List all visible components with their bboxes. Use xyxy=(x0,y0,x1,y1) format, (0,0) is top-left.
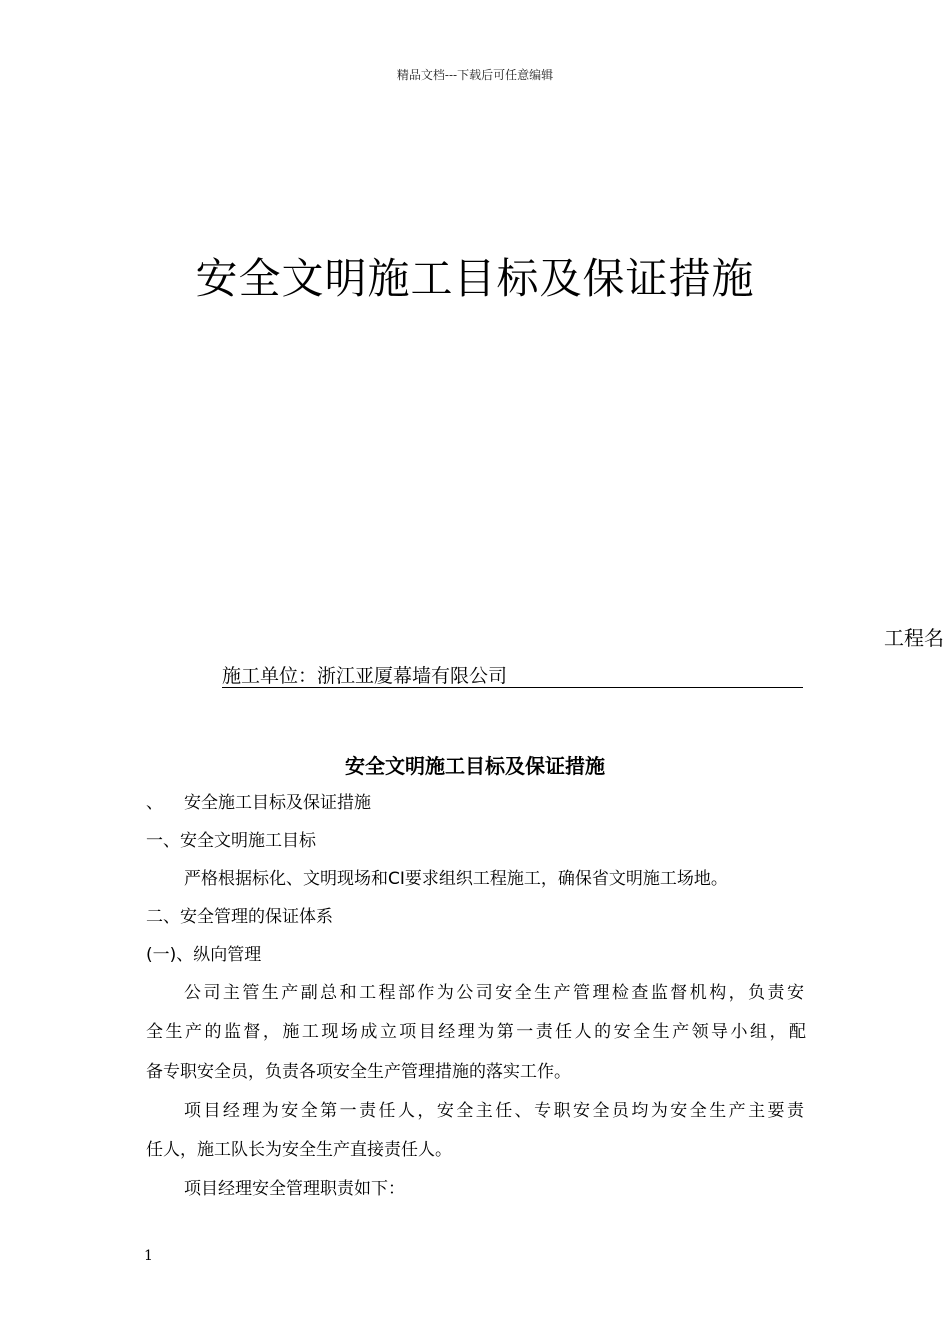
paragraph-line: 项目经理安全管理职责如下： xyxy=(184,1179,405,1199)
paragraph-line: 安全施工目标及保证措施 xyxy=(184,793,371,813)
paragraph-line: 项目经理为安全第一责任人，安全主任、专职安全员均为安全生产主要责 xyxy=(184,1101,804,1121)
construction-unit-field: 施工单位：浙江亚厦幕墙有限公司 xyxy=(222,661,803,688)
paragraph-line: 全生产的监督，施工现场成立项目经理为第一责任人的安全生产领导小组，配 xyxy=(146,1022,806,1042)
heading-vertical-management: (一)、纵向管理 xyxy=(146,945,262,965)
heading-safety-goal: 一、安全文明施工目标 xyxy=(146,831,316,851)
header-note: 精品文档---下载后可任意编辑 xyxy=(396,68,554,82)
heading-guarantee-system: 二、安全管理的保证体系 xyxy=(146,907,333,927)
page-number: 1 xyxy=(144,1248,153,1264)
project-name-label: 工程名 xyxy=(884,626,944,650)
section-title: 安全文明施工目标及保证措施 xyxy=(345,754,605,778)
paragraph-line: 备专职安全员，负责各项安全生产管理措施的落实工作。 xyxy=(146,1062,571,1082)
list-mark: 、 xyxy=(146,793,163,813)
cover-title: 安全文明施工目标及保证措施 xyxy=(195,254,755,303)
paragraph-line: 公司主管生产副总和工程部作为公司安全生产管理检查监督机构，负责安 xyxy=(184,983,804,1003)
paragraph-line: 任人，施工队长为安全生产直接责任人。 xyxy=(146,1140,452,1160)
paragraph-line: 严格根据标化、文明现场和CI要求组织工程施工，确保省文明施工场地。 xyxy=(184,869,728,889)
